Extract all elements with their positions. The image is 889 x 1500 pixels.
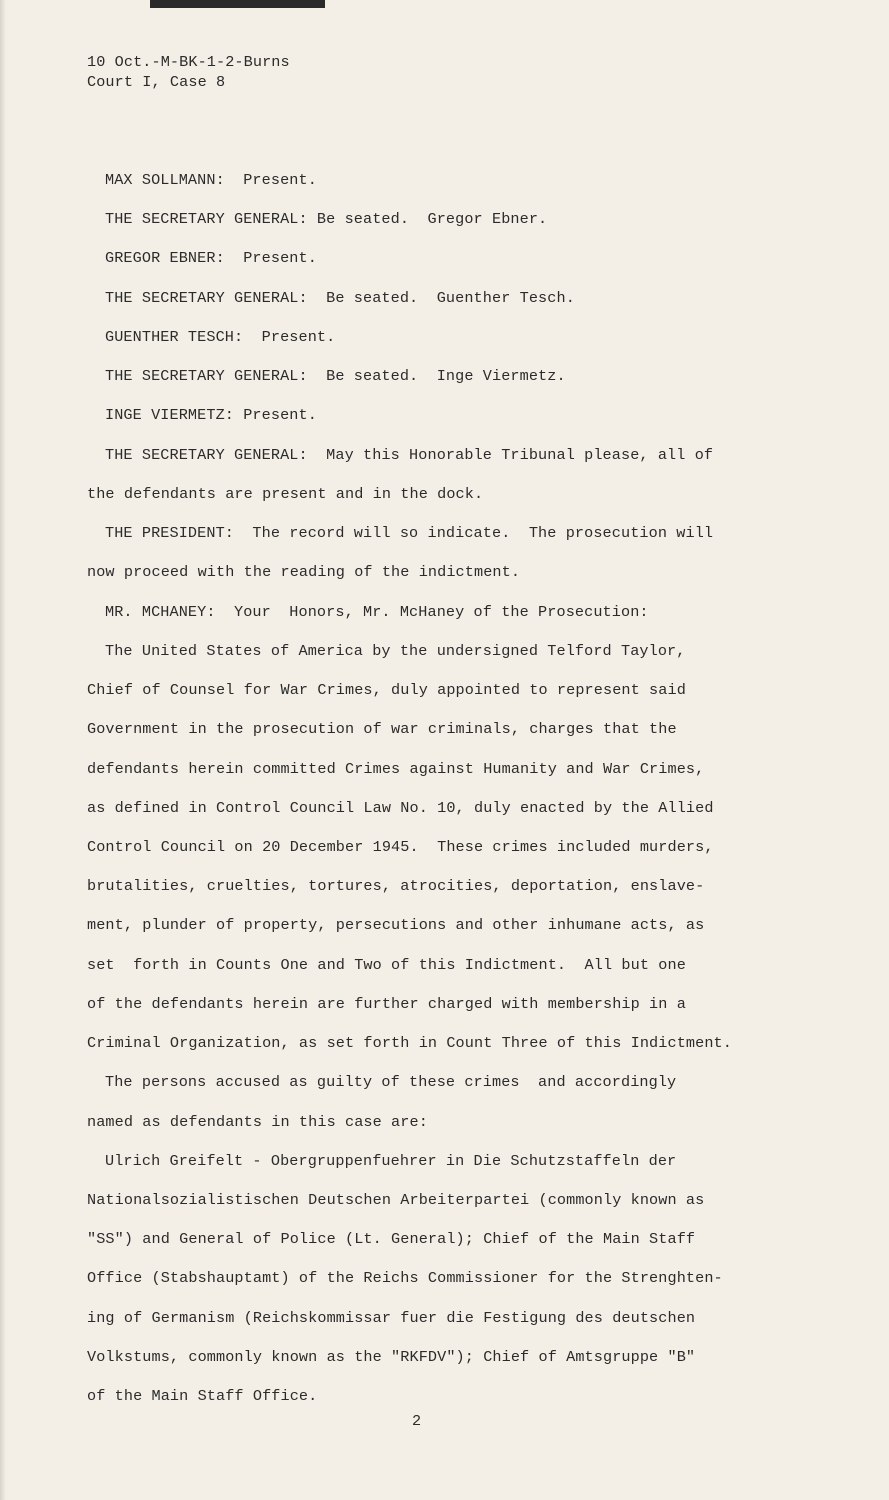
transcript-line: "SS") and General of Police (Lt. General); Chief of the Main Staff — [87, 1230, 696, 1248]
page-number: 2 — [412, 1412, 422, 1430]
transcript-line: of the defendants herein are further charged with membership in a — [87, 995, 686, 1013]
transcript-line: ing of Germanism (Reichskommissar fuer die Festigung des deutschen — [87, 1309, 696, 1327]
transcript-line: ment, plunder of property, persecutions and other inhumane acts, as — [87, 916, 705, 934]
transcript-line: THE SECRETARY GENERAL: Be seated. Guenther Tesch. — [105, 289, 575, 307]
transcript-line: MR. MCHANEY: Your Honors, Mr. McHaney of the Prosecution: — [105, 603, 649, 621]
transcript-line: Volkstums, commonly known as the "RKFDV"); Chief of Amtsgruppe "B" — [87, 1348, 696, 1366]
transcript-line: THE SECRETARY GENERAL: Be seated. Gregor Ebner. — [105, 210, 548, 228]
transcript-line: The United States of America by the undersigned Telford Taylor, — [105, 642, 686, 660]
transcript-line: Control Council on 20 December 1945. These crimes included murders, — [87, 838, 714, 856]
transcript-line: The persons accused as guilty of these crimes and accordingly — [105, 1073, 677, 1091]
transcript-line: Office (Stabshauptamt) of the Reichs Commissioner for the Strenghten- — [87, 1269, 723, 1287]
transcript-line: Criminal Organization, as set forth in Count Three of this Indictment. — [87, 1034, 732, 1052]
header-court-case: Court I, Case 8 — [87, 73, 226, 91]
transcript-line: Nationalsozialistischen Deutschen Arbeiterpartei (commonly known as — [87, 1191, 705, 1209]
transcript-line: now proceed with the reading of the indictment. — [87, 563, 521, 581]
transcript-line: THE PRESIDENT: The record will so indicate. The prosecution will — [105, 524, 714, 542]
transcript-line: Government in the prosecution of war criminals, charges that the — [87, 720, 677, 738]
transcript-line: named as defendants in this case are: — [87, 1113, 428, 1131]
transcript-line: GUENTHER TESCH: Present. — [105, 328, 336, 346]
transcript-line: GREGOR EBNER: Present. — [105, 249, 317, 267]
page-edge-shadow — [0, 0, 6, 1500]
document-header — [87, 52, 290, 92]
transcript-line: the defendants are present and in the dock. — [87, 485, 484, 503]
transcript-line: Ulrich Greifelt - Obergruppenfuehrer in Die Schutzstaffeln der — [105, 1152, 677, 1170]
transcript-line: brutalities, cruelties, tortures, atrocities, deportation, enslave- — [87, 877, 705, 895]
transcript-line: THE SECRETARY GENERAL: Be seated. Inge Viermetz. — [105, 367, 566, 385]
header-reference: 10 Oct.-M-BK-1-2-Burns — [87, 53, 290, 71]
transcript-line: MAX SOLLMANN: Present. — [105, 171, 317, 189]
transcript-line: as defined in Control Council Law No. 10, duly enacted by the Allied — [87, 799, 714, 817]
top-binding-tab — [150, 0, 325, 8]
transcript-line: INGE VIERMETZ: Present. — [105, 406, 317, 424]
transcript-line: THE SECRETARY GENERAL: May this Honorable Tribunal please, all of — [105, 446, 714, 464]
transcript-line: Chief of Counsel for War Crimes, duly appointed to represent said — [87, 681, 686, 699]
transcript-line: set forth in Counts One and Two of this Indictment. All but one — [87, 956, 686, 974]
transcript-line: defendants herein committed Crimes against Humanity and War Crimes, — [87, 760, 705, 778]
transcript-line: of the Main Staff Office. — [87, 1387, 318, 1405]
